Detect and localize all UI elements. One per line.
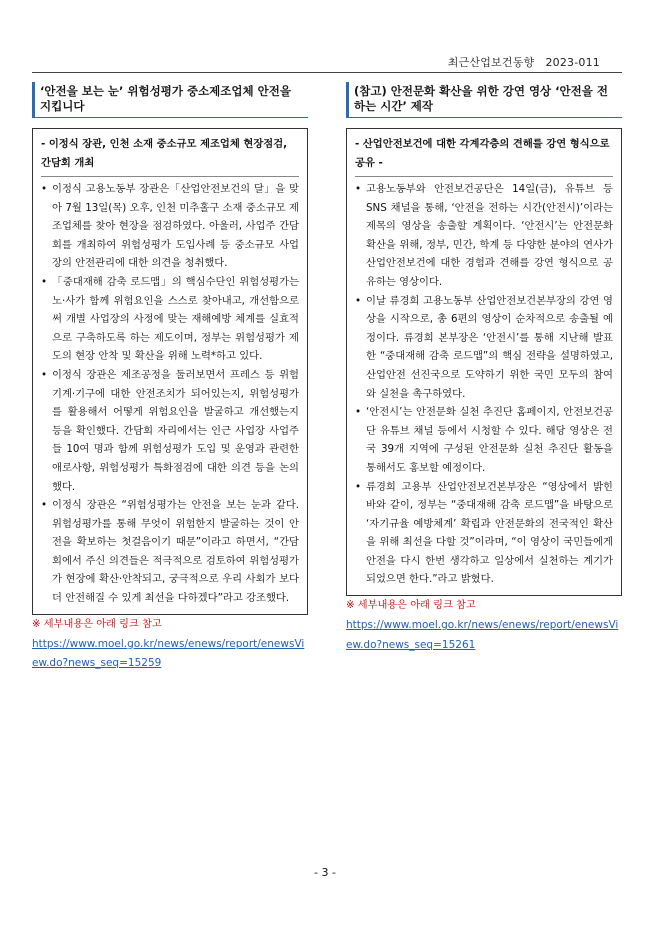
left-article-lead: - 이정식 장관, 인천 소재 중소규모 제조업체 현장점검, 간담회 개최 [41, 135, 299, 177]
right-reference-note: ※ 세부내용은 아래 링크 참고 [346, 600, 476, 612]
list-item: • 이정식 고용노동부 장관은「산업안전보건의 달」을 맞아 7월 13일(목) 오후, 인천 미추홀구 소재 중소규모 제조업체를 찾아 현장을 점검하였다. 아울러, 사업주 간담회를 개최하여 위험성평가 도입사례 등 중소규모 사업장의 안전관리에 대한 의견을 청취했다. [41, 180, 299, 273]
header-info [448, 54, 600, 70]
list-item: • 「중대재해 감축 로드맵」의 핵심수단인 위험성평가는 노·사가 함께 위험요인을 스스로 찾아내고, 개선함으로써 개별 사업장의 사정에 맞는 재해예방 체계를 실효적으로 구축하도록 하는 제도이며, 정부는 위험성평가 제도의 현장 안착 및 확산을 위해 노력*하고 있다. [41, 273, 299, 366]
right-article-title: (참고) 안전문화 확산을 위한 강연 영상 ‘안전을 전하는 시간’ 제작 [346, 82, 622, 118]
right-article-lead: - 산업안전보건에 대한 각계각층의 견해를 강연 형식으로 공유 - [355, 135, 613, 177]
list-item: • 이정식 장관은 “위험성평가는 안전을 보는 눈과 같다. 위험성평가를 통해 무엇이 위험한지 발굴하는 것이 안전을 확보하는 첫걸음이기 때문”이라고 하면서, “간담회에서 주신 의견들은 적극적으로 검토하여 위험성평가가 현장에 확산·안착되고, 궁극적으로 우리 사회가 보다 더 안전해질 수 있게 최선을 다하겠다”라고 강조했다. [41, 496, 299, 608]
right-bullet-list [355, 180, 613, 589]
issue-number: 2023-011 [545, 56, 600, 69]
list-item: • ‘안전시’는 안전문화 실천 추진단 홈페이지, 안전보건공단 유튜브 채널 등에서 시청할 수 있다. 해당 영상은 전국 39개 지역에 구성된 안전문화 실천 추진단 활동을 통해서도 홍보할 예정이다. [355, 403, 613, 477]
right-column [346, 82, 622, 652]
left-column [32, 82, 308, 671]
left-article-title: ‘안전을 보는 눈’ 위험성평가 중소제조업체 안전을 지킵니다 [32, 82, 308, 118]
list-item: • 이날 류경희 고용노동부 산업안전보건본부장의 강연 영상을 시작으로, 총 6편의 영상이 순차적으로 송출될 예정이다. 류경희 본부장은 ‘안전시’를 통해 지난해 발표한 “중대재해 감축 로드맵”의 핵심 전략을 설명하였고, 산업안전 선진국으로 도약하기 위한 국민 모두의 참여와 실천을 촉구하였다. [355, 292, 613, 404]
list-item: • 고용노동부와 안전보건공단은 14일(금), 유튜브 등 SNS 채널을 통해, ‘안전을 전하는 시간(안전시)’이라는 제목의 영상을 송출할 계획이다. ‘안전시’는 안전문화 확산을 위해, 정부, 민간, 학계 등 다양한 분야의 연사가 산업안전보건에 대한 경험과 견해를 강연 형식으로 공유하는 영상이다. [355, 180, 613, 292]
header-rule [32, 72, 622, 73]
series-title: 최근산업보건동향 [447, 56, 535, 69]
left-article-box [32, 128, 308, 615]
page-number: - 3 - [314, 866, 336, 879]
left-source-link[interactable]: https://www.moel.go.kr/news/enews/report/enewsView.do?news_seq=15259 [32, 637, 305, 670]
list-item: • 류경희 고용부 산업안전보건본부장은 “영상에서 밝힌 바와 같이, 정부는 “중대재해 감축 로드맵”을 바탕으로 ‘자기규율 예방체계’ 확립과 안전문화의 전국적인 확산을 위해 최선을 다할 것”이라며, “이 영상이 국민들에게 안전을 다시 한번 생각하고 일상에서 실천하는 계기가 되었으면 한다.”라고 밝혔다. [355, 478, 613, 590]
left-bullet-list [41, 180, 299, 608]
left-reference-note: ※ 세부내용은 아래 링크 참고 [32, 618, 162, 630]
list-item: • 이정식 장관은 제조공정을 둘러보면서 프레스 등 위험기계·기구에 대한 안전조치가 되어있는지, 위험성평가를 활용해서 어떻게 위험요인을 발굴하고 개선했는지 등을 확인했다. 간담회 자리에서는 인근 사업장 사업주들 10여 명과 함께 위험성평가 도입 및 운영과 관련한 애로사항, 위험성평가 특화점검에 대한 의견 등을 논의했다. [41, 366, 299, 496]
right-article-box [346, 128, 622, 596]
right-source-link[interactable]: https://www.moel.go.kr/news/enews/report/enewsView.do?news_seq=15261 [346, 619, 619, 651]
